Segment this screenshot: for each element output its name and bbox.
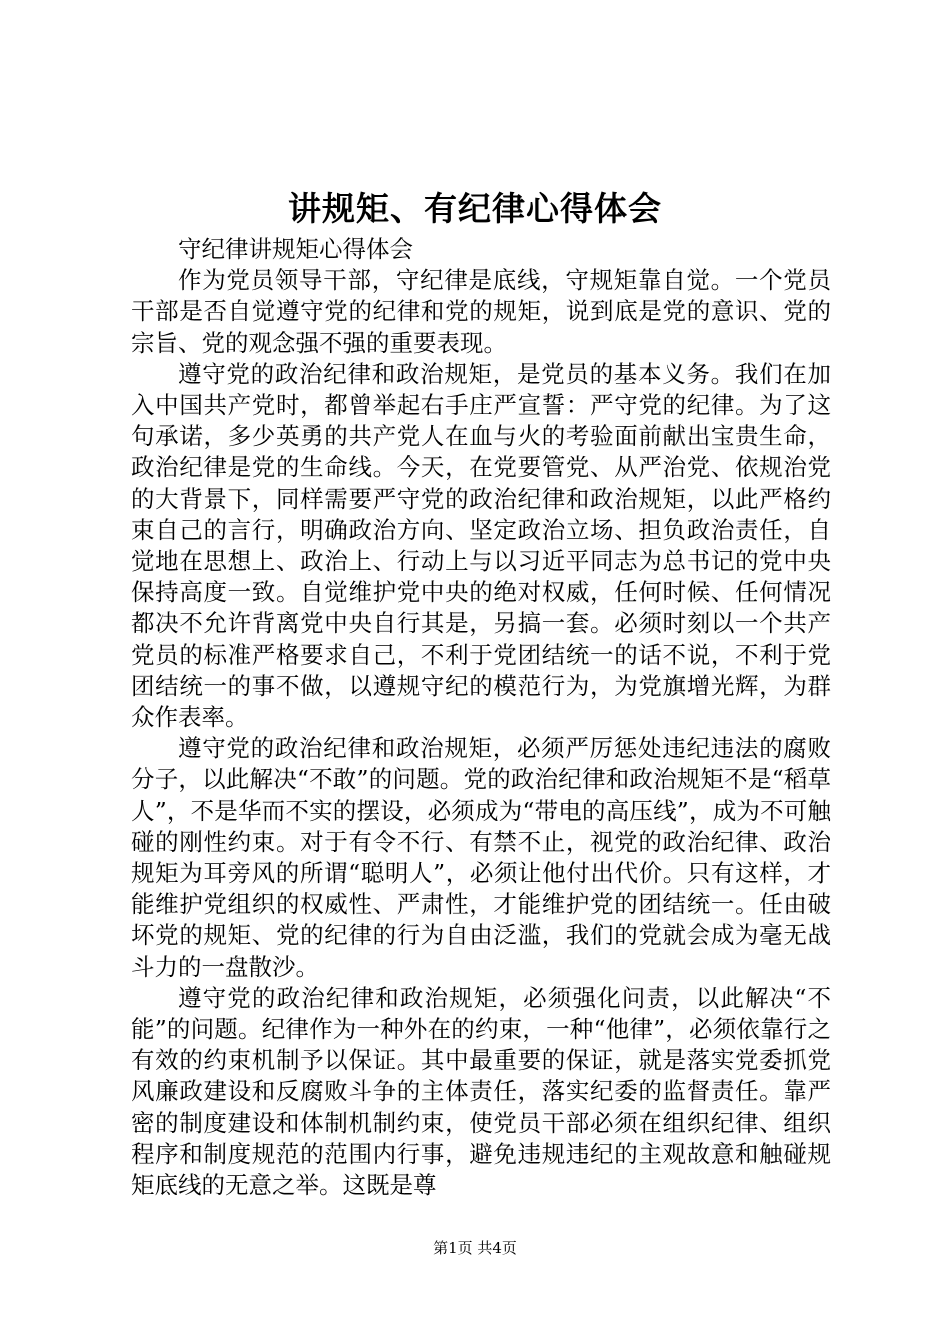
subtitle-paragraph: 守纪律讲规矩心得体会	[178, 235, 413, 263]
document-body	[131, 234, 831, 1201]
page-footer: 第1页 共4页	[433, 1239, 517, 1257]
body-paragraph: 作为党员领导干部，守纪律是底线，守规矩靠自觉。一个党员干部是否自觉遵守党的纪律和党的规矩，说到底是党的意识、党的宗旨、党的观念强不强的重要表现。	[131, 266, 831, 357]
body-paragraph: 遵守党的政治纪律和政治规矩，必须强化问责，以此解决“不能”的问题。纪律作为一种外在的约束，一种“他律”，必须依靠行之有效的约束机制予以保证。其中最重要的保证，就是落实党委抓党风廉政建设和反腐败斗争的主体责任，落实纪委的监督责任。靠严密的制度建设和体制机制约束，使党员干部必须在组织纪律、组织程序和制度规范的范围内行事，避免违规违纪的主观故意和触碰规矩底线的无意之举。这既是尊	[131, 983, 831, 1200]
body-paragraph: 遵守党的政治纪律和政治规矩，必须严厉惩处违纪违法的腐败分子，以此解决“不敢”的问题。党的政治纪律和政治规矩不是“稻草人”，不是华而不实的摆设，必须成为“带电的高压线”，成为不可触碰的刚性约束。对于有令不行、有禁不止，视党的政治纪律、政治规矩为耳旁风的所谓“聪明人”，必须让他付出代价。只有这样，才能维护党组织的权威性、严肃性，才能维护党的团结统一。任由破坏党的规矩、党的纪律的行为自由泛滥，我们的党就会成为毫无战斗力的一盘散沙。	[131, 734, 831, 981]
body-paragraph: 遵守党的政治纪律和政治规矩，是党员的基本义务。我们在加入中国共产党时，都曾举起右手庄严宣誓：严守党的纪律。为了这句承诺，多少英勇的共产党人在血与火的考验面前献出宝贵生命，政治纪律是党的生命线。今天，在党要管党、从严治党、依规治党的大背景下，同样需要严守党的政治纪律和政治规矩，以此严格约束自己的言行，明确政治方向、坚定政治立场、担负政治责任，自觉地在思想上、政治上、行动上与以习近平同志为总书记的党中央保持高度一致。自觉维护党中央的绝对权威，任何时候、任何情况都决不允许背离党中央自行其是，另搞一套。必须时刻以一个共产党员的标准严格要求自己，不利于党团结统一的话不说，不利于党团结统一的事不做，以遵规守纪的模范行为，为党旗增光辉，为群众作表率。	[131, 359, 831, 732]
document-title: 讲规矩、有纪律心得体会	[288, 189, 662, 228]
